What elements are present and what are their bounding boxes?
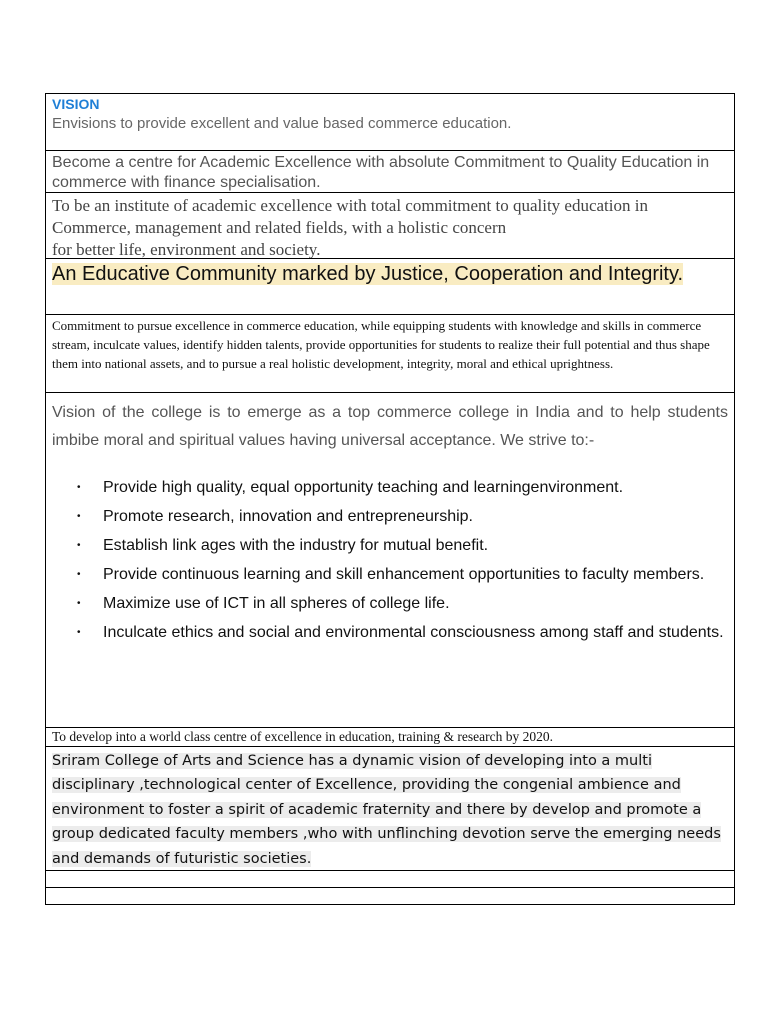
college-vision-intro: Vision of the college is to emerge as a top commerce college in India and to help students imbibe moral and spiritual values having universal acceptance. We strive to:- — [52, 404, 728, 449]
world-class-text: To develop into a world class centre of excellence in education, training & research by 2020. — [52, 729, 553, 744]
vision-cell — [46, 94, 734, 151]
institute-statement-cell — [46, 193, 734, 259]
vision-subtitle: Envisions to provide excellent and value based commerce education. — [52, 115, 512, 132]
bullet-icon: • — [77, 627, 81, 638]
list-item-text: Inculcate ethics and social and environmental consciousness among staff and students. — [103, 624, 724, 641]
list-item-text: Provide high quality, equal opportunity teaching and learningenvironment. — [103, 479, 624, 496]
list-item-text: Maximize use of ICT in all spheres of college life. — [103, 595, 450, 612]
academic-excellence-cell — [46, 151, 734, 193]
list-item-text: Provide continuous learning and skill enhancement opportunities to faculty members. — [103, 566, 705, 583]
institute-line-1: To be an institute of academic excellence with total commitment to quality education in — [52, 196, 648, 215]
academic-excellence-text: Become a centre for Academic Excellence with absolute Commitment to Quality Education in commerce with finance specialisation. — [52, 154, 710, 191]
bullet-icon: • — [77, 569, 81, 580]
list-item-text: Promote research, innovation and entrepreneurship. — [103, 508, 473, 525]
empty-row — [46, 888, 734, 904]
list-item — [73, 618, 728, 647]
list-item — [73, 502, 728, 531]
sriram-statement-text: Sriram College of Arts and Science has a dynamic vision of developing into a multi disciplinary ,technological center of Excellence, providing the congenial ambience and environment to foster a spirit of academic fraternity and there by develop and promote a group dedicated faculty members ,who with unflinching devotion serve the emerging needs and demands of futuristic societies. — [52, 753, 721, 867]
list-item — [73, 560, 728, 589]
bullet-icon: • — [77, 482, 81, 493]
list-item — [73, 589, 728, 618]
list-item — [73, 531, 728, 560]
commitment-statement-cell — [46, 315, 734, 393]
bullet-icon: • — [77, 598, 81, 609]
bullet-icon: • — [77, 540, 81, 551]
vision-heading: VISION — [52, 96, 100, 112]
institute-line-3: for better life, environment and society. — [52, 240, 321, 259]
bullet-icon: • — [77, 511, 81, 522]
list-item — [73, 473, 728, 502]
empty-row — [46, 871, 734, 888]
vision-table — [45, 93, 735, 905]
sriram-statement-cell — [46, 747, 734, 871]
institute-line-2: Commerce, management and related fields, with a holistic concern — [52, 218, 507, 237]
list-item-text: Establish link ages with the industry for mutual benefit. — [103, 537, 489, 554]
commitment-statement-text: Commitment to pursue excellence in commerce education, while equipping students with knowledge and skills in commerce stream, inculcate values, identify hidden talents, provide opportunities for students to realize their full potential and thus shape them into national assets, and to pursue a real holistic development, integrity, moral and ethical uprightness. — [52, 318, 710, 371]
world-class-cell — [46, 728, 734, 747]
community-statement-text: An Educative Community marked by Justice, Cooperation and Integrity. — [52, 263, 684, 285]
college-vision-cell — [46, 393, 734, 728]
strive-list — [52, 473, 728, 647]
community-statement-cell — [46, 259, 734, 315]
